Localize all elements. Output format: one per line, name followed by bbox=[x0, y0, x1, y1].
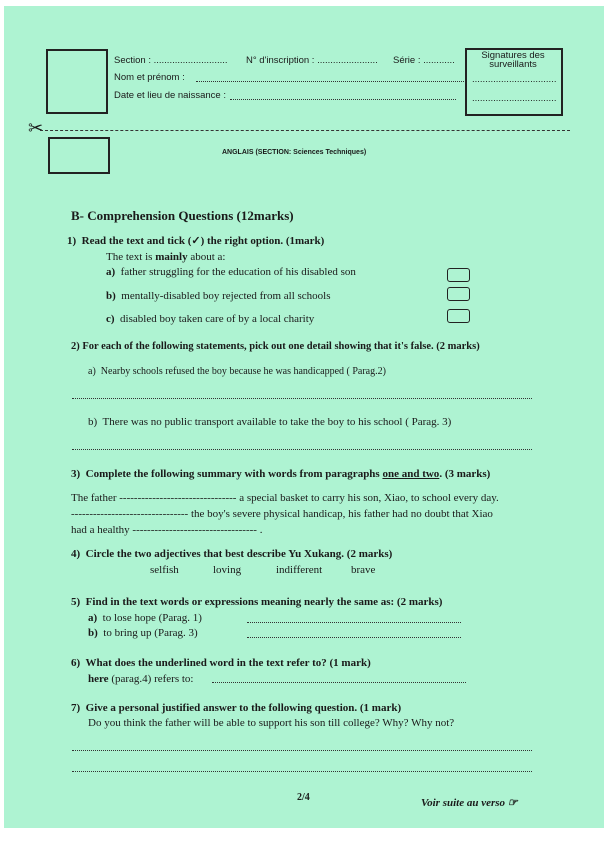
q6-line-rest: (parag.4) refers to: bbox=[108, 673, 194, 685]
q7-text: Give a personal justified answer to the following question. (1 mark) bbox=[85, 702, 402, 714]
subject-header: ANGLAIS (SECTION: Sciences Techniques) bbox=[222, 149, 367, 156]
inscription-label: N° d'inscription : bbox=[246, 55, 318, 66]
option-letter: c) bbox=[106, 313, 115, 325]
q5-prompt bbox=[71, 596, 442, 608]
q1-stem bbox=[106, 251, 225, 263]
q7-question: Do you think the father will be able to support his son till college? Why? Why not? bbox=[88, 717, 455, 729]
continue-note: Voir suite au verso ☞ bbox=[421, 797, 518, 809]
nom-prenom-line bbox=[196, 81, 464, 82]
option-text: disabled boy taken care of by a local charity bbox=[120, 313, 315, 325]
q3-text-post: . (3 marks) bbox=[439, 468, 491, 480]
q2-prompt bbox=[71, 341, 480, 352]
option-text: mentally-disabled boy rejected from all schools bbox=[121, 290, 331, 302]
q3-text-underline: one and two bbox=[382, 468, 440, 480]
signatures-title: Signatures des surveillants bbox=[481, 50, 545, 70]
section-field bbox=[114, 55, 228, 66]
item-letter: b) bbox=[88, 416, 98, 428]
page-number: 2/4 bbox=[297, 792, 310, 803]
grade-box bbox=[48, 137, 110, 174]
q2-text: For each of the following statements, pick out one detail showing that it's false. (2 marks) bbox=[82, 341, 480, 352]
summary-text: . bbox=[259, 524, 263, 536]
nom-prenom-label: Nom et prénom : bbox=[114, 72, 185, 83]
q1-option-b bbox=[106, 290, 331, 302]
inscription-field bbox=[246, 55, 378, 66]
photo-box bbox=[46, 49, 108, 114]
q2-item-b bbox=[88, 416, 451, 428]
q1-tick-box-a[interactable] bbox=[447, 268, 470, 282]
q1-prompt bbox=[67, 234, 324, 247]
birth-date-place-label: Date et lieu de naissance : bbox=[114, 90, 226, 101]
item-text: Nearby schools refused the boy because he was handicapped ( Parag.2) bbox=[100, 366, 386, 377]
q2-answer-line-b[interactable] bbox=[72, 449, 532, 450]
q1-number: 1) bbox=[67, 235, 77, 247]
summary-blank[interactable]: ---------------------------------- bbox=[132, 524, 257, 536]
q7-answer-line-2[interactable] bbox=[72, 771, 532, 772]
q3-summary-line-2 bbox=[71, 508, 493, 520]
q6-prompt bbox=[71, 657, 371, 669]
q4-number: 4) bbox=[71, 548, 81, 560]
q4-prompt bbox=[71, 548, 392, 560]
adjective-option[interactable]: selfish bbox=[150, 564, 179, 576]
adjective-option[interactable]: indifferent bbox=[276, 564, 323, 576]
q5-item-b bbox=[88, 627, 198, 639]
section-dots: ............................ bbox=[153, 55, 228, 66]
q7-number: 7) bbox=[71, 702, 81, 714]
q3-number: 3) bbox=[71, 468, 81, 480]
item-letter: a) bbox=[88, 366, 96, 377]
q6-line-bold: here bbox=[88, 673, 109, 685]
item-letter: a) bbox=[88, 612, 98, 624]
serie-dots: ............ bbox=[423, 55, 455, 66]
q1-option-a bbox=[106, 266, 356, 278]
q6-number: 6) bbox=[71, 657, 81, 669]
q1-stem-pre: The text is bbox=[106, 251, 156, 263]
serie-field bbox=[393, 55, 455, 66]
q2-number: 2) bbox=[71, 341, 80, 352]
q3-text-pre: Complete the following summary with words from paragraphs bbox=[85, 468, 383, 480]
q1-option-c bbox=[106, 313, 314, 325]
q1-tick-box-c[interactable] bbox=[447, 309, 470, 323]
summary-text: the boy's severe physical handicap, his father had no doubt that Xiao bbox=[190, 508, 493, 520]
q7-answer-line-1[interactable] bbox=[72, 750, 532, 751]
serie-label: Série : bbox=[393, 55, 424, 66]
q6-text: What does the underlined word in the text refer to? (1 mark) bbox=[85, 657, 371, 669]
q2-item-a bbox=[88, 366, 386, 377]
q1-text: Read the text and tick (✓) the right option. (1mark) bbox=[81, 235, 325, 247]
summary-text: had a healthy bbox=[71, 524, 130, 536]
section-label: Section : bbox=[114, 55, 154, 66]
q6-answer-line[interactable] bbox=[212, 682, 466, 683]
q5-text: Find in the text words or expressions meaning nearly the same as: (2 marks) bbox=[85, 596, 443, 608]
scissors-icon: ✂ bbox=[28, 118, 44, 138]
inscription-dots: ....................... bbox=[317, 55, 378, 66]
summary-text: The father bbox=[71, 492, 117, 504]
item-letter: b) bbox=[88, 627, 98, 639]
q2-answer-line-a[interactable] bbox=[72, 398, 532, 399]
section-title: B- Comprehension Questions (12marks) bbox=[71, 208, 294, 223]
cut-line bbox=[40, 130, 570, 131]
q1-tick-box-b[interactable] bbox=[447, 287, 470, 301]
option-text: father struggling for the education of his disabled son bbox=[120, 266, 356, 278]
q1-stem-post: about a: bbox=[187, 251, 226, 263]
birth-date-place-line bbox=[230, 99, 456, 100]
summary-blank[interactable]: -------------------------------- bbox=[71, 508, 189, 520]
option-letter: b) bbox=[106, 290, 116, 302]
adjective-option[interactable]: brave bbox=[351, 564, 376, 576]
signature-line-1: ................................ bbox=[472, 74, 557, 85]
q3-prompt bbox=[71, 468, 490, 480]
q4-text: Circle the two adjectives that best describe Yu Xukang. (2 marks) bbox=[85, 548, 393, 560]
q5-answer-line-b[interactable] bbox=[247, 637, 461, 638]
option-letter: a) bbox=[106, 266, 116, 278]
item-text: to bring up (Parag. 3) bbox=[103, 627, 198, 639]
signature-line-2: ................................ bbox=[472, 93, 557, 104]
q7-prompt bbox=[71, 702, 401, 714]
q5-number: 5) bbox=[71, 596, 81, 608]
item-text: There was no public transport available to take the boy to his school ( Parag. 3) bbox=[102, 416, 452, 428]
item-text: to lose hope (Parag. 1) bbox=[102, 612, 202, 624]
q5-answer-line-a[interactable] bbox=[247, 622, 461, 623]
adjective-option[interactable]: loving bbox=[213, 564, 242, 576]
q6-line bbox=[88, 673, 193, 685]
q3-summary-line-3 bbox=[71, 524, 262, 536]
q3-summary-line-1 bbox=[71, 492, 499, 504]
q1-stem-bold: mainly bbox=[155, 251, 188, 263]
q5-item-a bbox=[88, 612, 202, 624]
summary-blank[interactable]: -------------------------------- bbox=[119, 492, 237, 504]
summary-text: a special basket to carry his son, Xiao, to school every day. bbox=[239, 492, 499, 504]
